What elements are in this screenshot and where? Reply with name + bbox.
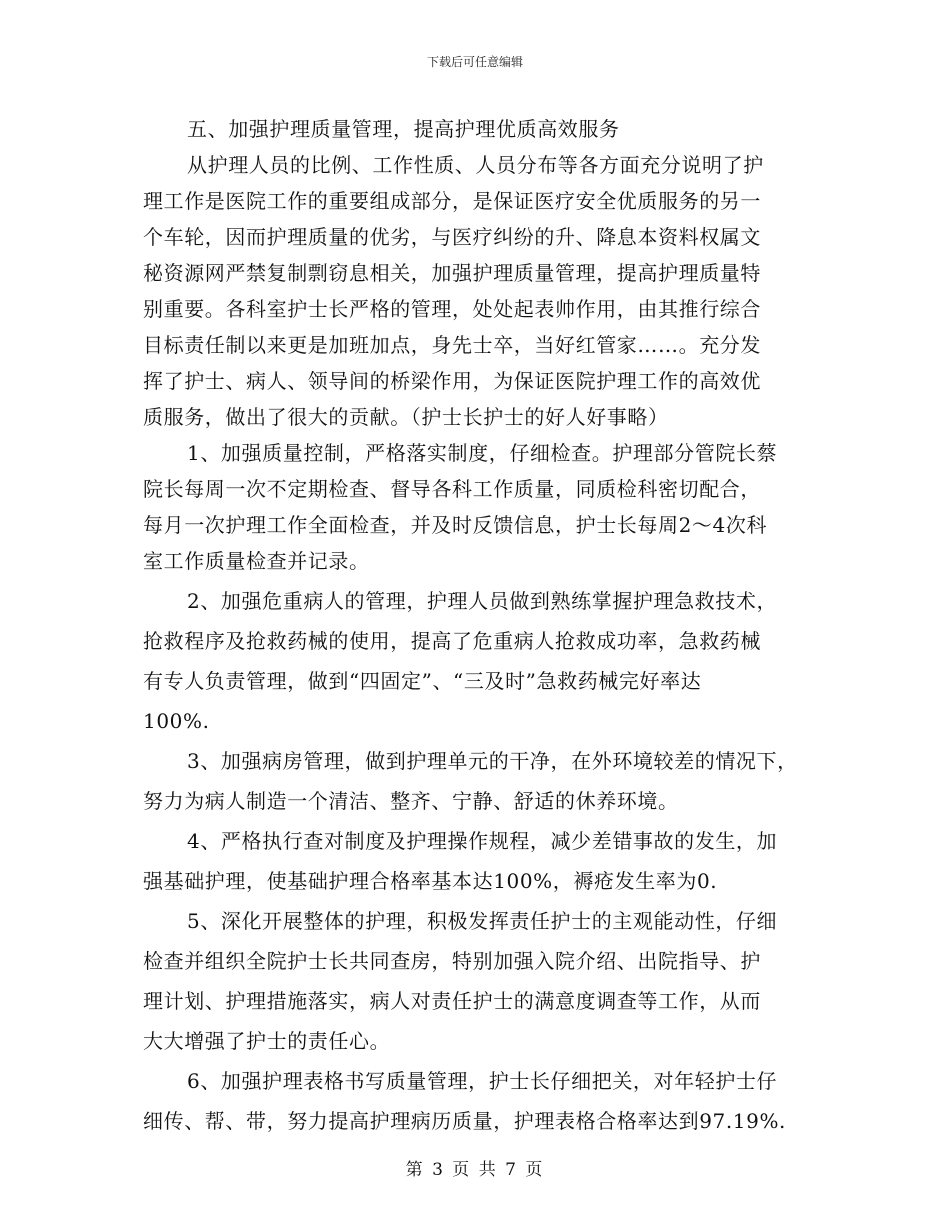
text-line: 100%. <box>143 709 210 733</box>
text-line: 挥了护士、病人、领导间的桥梁作用，为保证医院护理工作的高效优 <box>143 369 761 393</box>
text-line: 目标责任制以来更是加班加点，身先士卒，当好红管家……。充分发 <box>143 333 761 357</box>
text-line: 院长每周一次不定期检查、督导各科工作质量，同质检科密切配合， <box>143 477 761 501</box>
text-line: 抢救程序及抢救药械的使用，提高了危重病人抢救成功率，急救药械 <box>143 629 761 653</box>
text-line: 室工作质量检查并记录。 <box>143 549 370 573</box>
text-line: 秘资源网严禁复制剽窃息相关，加强护理质量管理，提高护理质量特 <box>143 261 761 285</box>
text-line: 五、加强护理质量管理，提高护理优质高效服务 <box>187 117 620 141</box>
text-line: 质服务，做出了很大的贡献。（护士长护士的好人好事略） <box>143 405 669 429</box>
text-line: 强基础护理，使基础护理合格率基本达100%，褥疮发生率为0. <box>143 869 718 893</box>
text-line: 大大增强了护士的责任心。 <box>143 1029 391 1053</box>
text-line: 检查并组织全院护士长共同查房，特别加强入院介绍、出院指导、护 <box>143 949 761 973</box>
page-header: 下载后可任意编辑 <box>426 55 523 69</box>
text-line: 4、严格执行查对制度及护理操作规程，减少差错事故的发生，加 <box>187 829 778 853</box>
text-line: 理计划、护理措施落实，病人对责任护士的满意度调查等工作，从而 <box>143 989 761 1013</box>
text-line: 3、加强病房管理，做到护理单元的干净，在外环境较差的情况下， <box>187 749 798 773</box>
text-line: 个车轮，因而护理质量的优劣，与医疗纠纷的升、降息本资料权属文 <box>143 225 761 249</box>
text-line: 1、加强质量控制，严格落实制度，仔细检查。护理部分管院长蔡 <box>187 441 778 465</box>
text-line: 6、加强护理表格书写质量管理，护士长仔细把关，对年轻护士仔 <box>187 1069 778 1093</box>
text-line: 细传、帮、带，努力提高护理病历质量，护理表格合格率达到97.19%. <box>143 1109 787 1133</box>
text-line: 有专人负责管理，做到“四固定”、“三及时”急救药械完好率达 <box>143 669 702 693</box>
text-line: 2、加强危重病人的管理，护理人员做到熟练掌握护理急救技术， <box>187 589 778 613</box>
page-footer: 第 3 页 共 7 页 <box>405 1160 545 1180</box>
text-line: 理工作是医院工作的重要组成部分，是保证医疗安全优质服务的另一 <box>143 189 761 213</box>
text-line: 5、深化开展整体的护理，积极发挥责任护士的主观能动性，仔细 <box>187 909 778 933</box>
text-line: 每月一次护理工作全面检查，并及时反馈信息，护士长每周2～4次科 <box>143 513 768 537</box>
text-line: 别重要。各科室护士长严格的管理，处处起表帅作用，由其推行综合 <box>143 297 761 321</box>
text-line: 努力为病人制造一个清洁、整齐、宁静、舒适的休养环境。 <box>143 789 679 813</box>
text-line: 从护理人员的比例、工作性质、人员分布等各方面充分说明了护 <box>187 153 764 177</box>
